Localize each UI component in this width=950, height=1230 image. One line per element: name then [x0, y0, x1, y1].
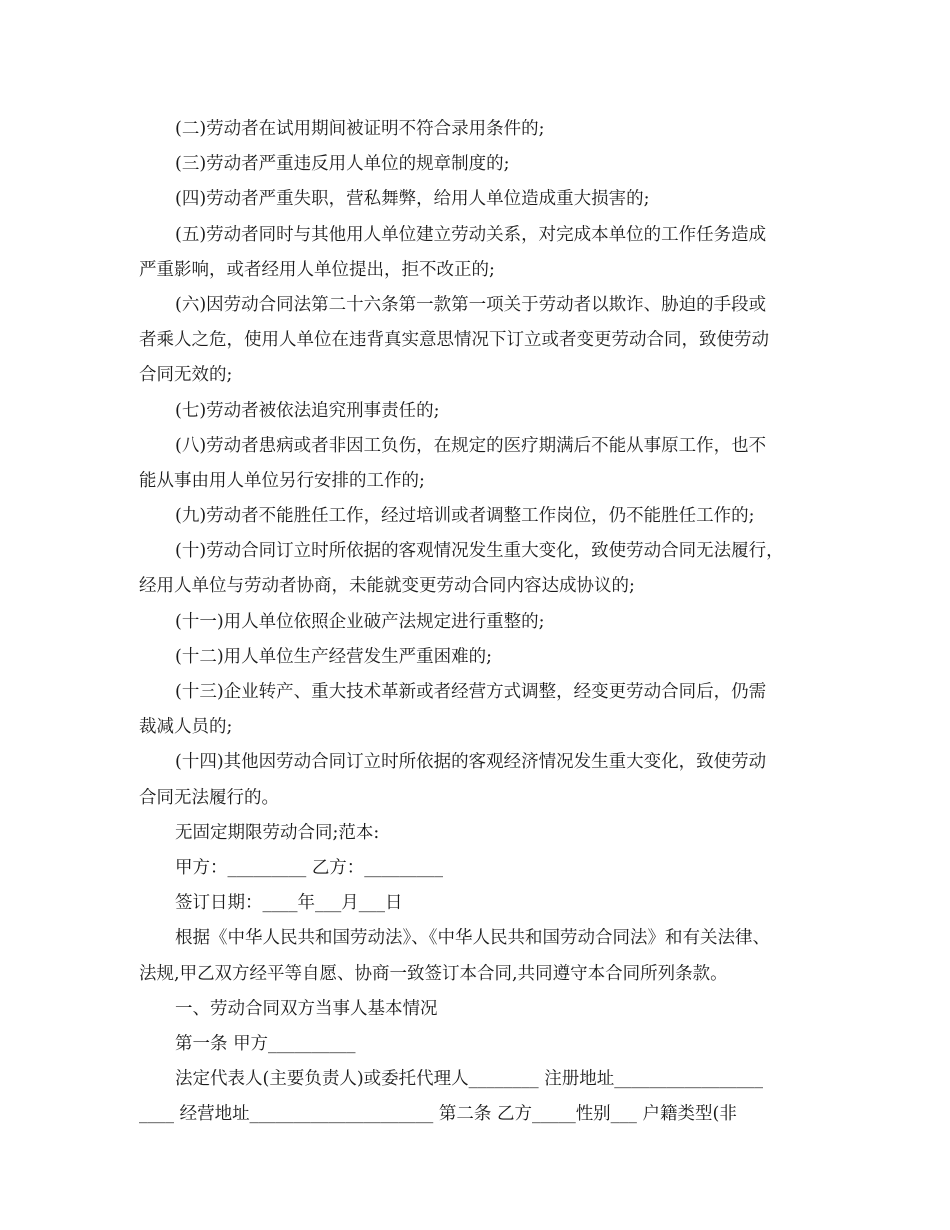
text-line: 无固定期限劳动合同;范本: — [175, 822, 380, 843]
text-line: 合同无效的; — [139, 365, 233, 386]
text-line: (四)劳动者严重失职，营私舞弊，给用人单位造成重大损害的; — [175, 189, 650, 210]
text-line: (十一)用人单位依照企业破产法规定进行重整的; — [175, 611, 545, 632]
text-line: ____ 经营地址_____________________ 第二条 乙方_____性别___ 户籍类型(非 — [139, 1104, 737, 1125]
text-line: (九)劳动者不能胜任工作，经过培训或者调整工作岗位，仍不能胜任工作的; — [175, 506, 755, 527]
text-line: (二)劳动者在试用期间被证明不符合录用条件的; — [175, 119, 545, 139]
text-line: 合同无法履行的。 — [139, 787, 279, 808]
text-line: 经用人单位与劳动者协商，未能就变更劳动合同内容达成协议的; — [139, 576, 635, 597]
text-line: (八)劳动者患病或者非因工负伤，在规定的医疗期满后不能从事原工作，也不 — [175, 435, 767, 456]
text-line: 严重影响，或者经用人单位提出，拒不改正的; — [139, 259, 495, 280]
text-line: (十三)企业转产、重大技术革新或者经营方式调整，经变更劳动合同后，仍需 — [175, 682, 767, 702]
document-body — [139, 112, 819, 1132]
text-line: (十二)用人单位生产经营发生严重困难的; — [175, 646, 493, 667]
text-line: 者乘人之危，使用人单位在违背真实意思情况下订立或者变更劳动合同，致使劳动 — [139, 330, 769, 351]
text-line: 签订日期：____年___月___日 — [175, 893, 403, 914]
text-line: 能从事由用人单位另行安排的工作的; — [139, 470, 425, 491]
text-line: (六)因劳动合同法第二十六条第一款第一项关于劳动者以欺诈、胁迫的手段或 — [175, 294, 767, 315]
text-line: 法定代表人(主要负责人)或委托代理人________ 注册地址_________________ — [175, 1069, 763, 1090]
text-line: (三)劳动者严重违反用人单位的规章制度的; — [175, 154, 510, 175]
text-line: 根据《中华人民共和国劳动法》、《中华人民共和国劳动合同法》和有关法律、 — [175, 928, 770, 949]
text-line: 裁减人员的; — [139, 717, 233, 738]
text-line: 法规,甲乙双方经平等自愿、协商一致签订本合同,共同遵守本合同所列条款。 — [139, 963, 728, 984]
text-line: 第一条 甲方__________ — [175, 1033, 356, 1054]
text-line: 甲方：_________ 乙方：_________ — [175, 857, 444, 878]
text-line: 一、劳动合同双方当事人基本情况 — [175, 998, 438, 1019]
text-line: (十)劳动合同订立时所依据的客观情况发生重大变化，致使劳动合同无法履行， — [175, 541, 784, 562]
text-line: (七)劳动者被依法追究刑事责任的; — [175, 400, 440, 421]
text-line: (五)劳动者同时与其他用人单位建立劳动关系，对完成本单位的工作任务造成 — [175, 224, 767, 245]
text-line: (十四)其他因劳动合同订立时所依据的客观经济情况发生重大变化，致使劳动 — [175, 752, 767, 773]
